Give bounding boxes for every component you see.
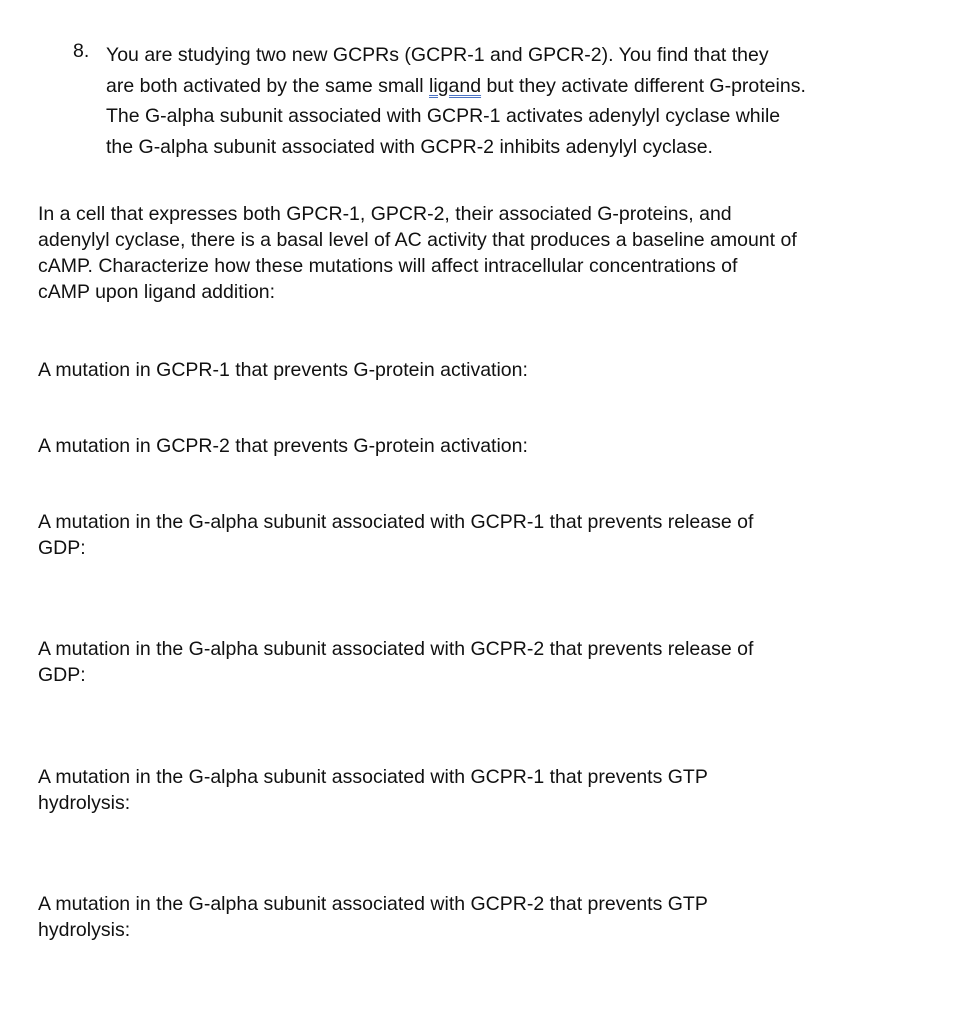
question-line-2: are both activated by the same small ligand but they activate different G-proteins. [106,74,806,97]
mutation-item-galpha2-gtp-hydrolysis [38,891,918,943]
mutation-item-gcpr1-no-activation [38,357,918,383]
context-line-1: In a cell that expresses both GPCR-1, GPCR-2, their associated G-proteins, and [38,203,732,225]
question-line-3: The G-alpha subunit associated with GCPR-1 activates adenylyl cyclase while [106,105,781,127]
mutation-item-text: A mutation in GCPR-1 that prevents G-protein activation: [38,359,528,381]
mutation-item-text: A mutation in the G-alpha subunit associated with GCPR-2 that prevents release of [38,638,754,660]
mutation-item-galpha1-gdp-release [38,509,918,561]
context-line-3: cAMP. Characterize how these mutations will affect intracellular concentrations of [38,255,738,277]
mutation-item-text-cont: hydrolysis: [38,792,131,814]
mutation-item-gcpr2-no-activation [38,433,918,459]
mutation-item-text: A mutation in the G-alpha subunit associated with GCPR-2 that prevents GTP [38,893,708,915]
spellcheck-underlined-word[interactable]: ligand [429,74,482,97]
mutation-item-galpha2-gdp-release [38,636,918,688]
context-line-4: cAMP upon ligand addition: [38,281,276,303]
question-text [106,40,936,162]
mutation-item-text: A mutation in GCPR-2 that prevents G-protein activation: [38,435,528,457]
question-line-4: the G-alpha subunit associated with GCPR-2 inhibits adenylyl cyclase. [106,135,713,158]
mutation-item-text-cont: GDP: [38,664,86,686]
mutation-item-text: A mutation in the G-alpha subunit associated with GCPR-1 that prevents release of [38,511,754,533]
mutation-item-text-cont: GDP: [38,537,86,559]
mutation-item-text: A mutation in the G-alpha subunit associated with GCPR-1 that prevents GTP [38,766,708,788]
question-line-1: You are studying two new GCPRs (GCPR-1 and GPCR-2). You find that they [106,44,769,66]
mutation-item-text-cont: hydrolysis: [38,919,131,941]
context-line-2: adenylyl cyclase, there is a basal level of AC activity that produces a baseline amount of [38,229,797,251]
question-number: 8. [73,40,90,62]
mutation-item-galpha1-gtp-hydrolysis [38,764,918,816]
context-paragraph [38,201,918,305]
